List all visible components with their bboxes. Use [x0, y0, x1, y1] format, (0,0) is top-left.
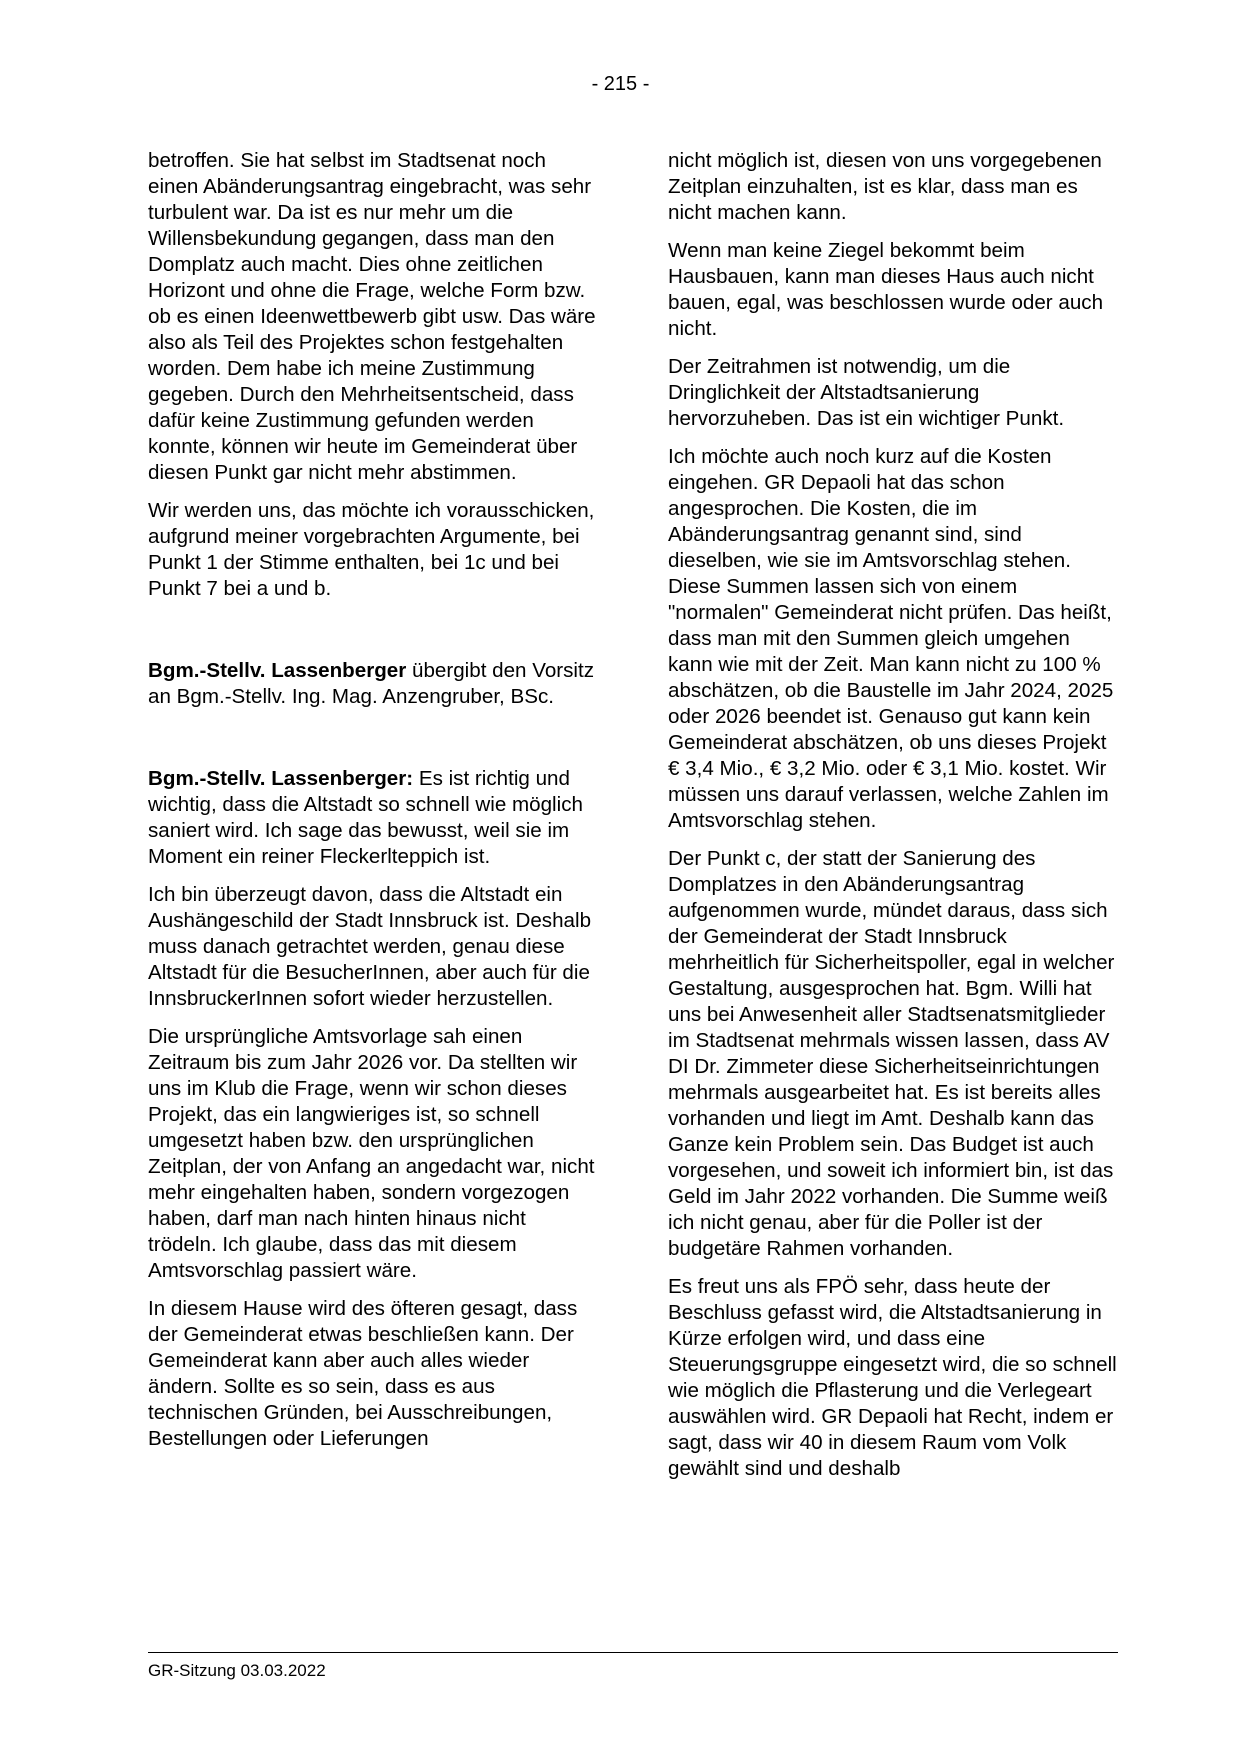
paragraph-text: Es ist richtig und wichtig, dass die Altstadt so schnell wie möglich saniert wird. Ich sage das bewusst, weil sie im Moment ein reiner Fleckerlteppich ist. — [148, 767, 583, 868]
paragraph: Wir werden uns, das möchte ich vorausschicken, aufgrund meiner vorgebrachten Argumente, bei Punkt 1 der Stimme enthalten, bei 1c und bei Punkt 7 bei a und b. — [148, 499, 595, 600]
chair-handover-paragraph — [148, 658, 598, 710]
paragraph: Der Punkt c, der statt der Sanierung des Domplatzes in den Abänderungsantrag aufgenommen wurde, mündet daraus, dass sich der Gemeinderat der Stadt Innsbruck mehrheitlich für Sicherheitspoller, egal in welcher Gestaltung, ausgesprochen hat. Bgm. Willi hat uns bei Anwesenheit aller Stadtsenatsmitglieder im Stadtsenat mehrmals wissen lassen, dass AV DI Dr. Zimmeter diese Sicherheitseinrichtungen mehrmals ausgearbeitet hat. Es ist bereits alles vorhanden und liegt im Amt. Deshalb kann das Ganze kein Problem sein. Das Budget ist auch vorgesehen, und soweit ich informiert bin, ist das Geld im Jahr 2022 vorhanden. Die Summe weiß ich nicht genau, aber für die Poller ist der budgetäre Rahmen vorhanden. — [668, 847, 1115, 1260]
paragraph: Ich bin überzeugt davon, dass die Altstadt ein Aushängeschild der Stadt Innsbruck ist. Deshalb muss danach getrachtet werden, genau diese Altstadt für die BesucherInnen, aber auch für die InnsbruckerInnen sofort wieder herzustellen. — [148, 883, 592, 1010]
paragraph: Der Zeitrahmen ist notwendig, um die Dringlichkeit der Altstadtsanierung hervorzuheben. Das ist ein wichtiger Punkt. — [668, 355, 1065, 430]
paragraph-text: übergibt den Vorsitz an Bgm.-Stellv. Ing. Mag. Anzengruber, BSc. — [148, 659, 595, 708]
paragraph: Es freut uns als FPÖ sehr, dass heute der Beschluss gefasst wird, die Altstadtsanierung in Kürze erfolgen wird, und dass eine Steuerungsgruppe eingesetzt wird, die so schnell wie möglich die Pflasterung und die Verlegeart auswählen wird. GR Depaoli hat Recht, indem er sagt, dass wir 40 in diesem Raum vom Volk gewählt sind und deshalb — [668, 1275, 1117, 1480]
paragraph: Wenn man keine Ziegel bekommt beim Hausbauen, kann man dieses Haus auch nicht bauen, egal, was beschlossen wurde oder auch nicht. — [668, 239, 1104, 340]
footer-session-date: GR-Sitzung 03.03.2022 — [148, 1661, 326, 1680]
speaker-name: Bgm.-Stellv. Lassenberger — [148, 659, 407, 682]
footer-divider — [148, 1652, 1118, 1653]
speech-paragraph — [148, 766, 598, 870]
speaker-name: Bgm.-Stellv. Lassenberger: — [148, 767, 414, 790]
paragraph: In diesem Hause wird des öfteren gesagt, dass der Gemeinderat etwas beschließen kann. Der Gemeinderat kann aber auch alles wieder ändern. Sollte es so sein, dass es aus technischen Gründen, bei Ausschreibungen, Bestellungen oder Lieferungen — [148, 1297, 578, 1450]
paragraph: nicht möglich ist, diesen von uns vorgegebenen Zeitplan einzuhalten, ist es klar, dass man es nicht machen kann. — [668, 149, 1102, 224]
page-number: - 215 - — [591, 73, 650, 95]
paragraph: Ich möchte auch noch kurz auf die Kosten eingehen. GR Depaoli hat das schon angesprochen. Die Kosten, die im Abänderungsantrag genannt sind, sind dieselben, wie sie im Amtsvorschlag stehen. Diese Summen lassen sich von einem "normalen" Gemeinderat nicht prüfen. Das heißt, dass man mit den Summen gleich umgehen kann wie mit der Zeit. Man kann nicht zu 100 % abschätzen, ob die Baustelle im Jahr 2024, 2025 oder 2026 beendet ist. Genauso gut kann kein Gemeinderat abschätzen, ob uns dieses Projekt € 3,4 Mio., € 3,2 Mio. oder € 3,1 Mio. kostet. Wir müssen uns darauf verlassen, welche Zahlen im Amtsvorschlag stehen. — [668, 445, 1114, 832]
left-column — [148, 148, 598, 1464]
paragraph: betroffen. Sie hat selbst im Stadtsenat noch einen Abänderungsantrag eingebracht, was sehr turbulent war. Da ist es nur mehr um die Willensbekundung gegangen, dass man den Domplatz auch macht. Dies ohne zeitlichen Horizont und ohne die Frage, welche Form bzw. ob es einen Ideenwettbewerb gibt usw. Das wäre also als Teil des Projektes schon festgehalten worden. Dem habe ich meine Zustimmung gegeben. Durch den Mehrheitsentscheid, dass dafür keine Zustimmung gefunden werden konnte, können wir heute im Gemeinderat über diesen Punkt gar nicht mehr abstimmen. — [148, 149, 596, 484]
right-column — [668, 148, 1118, 1494]
paragraph: Die ursprüngliche Amtsvorlage sah einen Zeitraum bis zum Jahr 2026 vor. Da stellten wir uns im Klub die Frage, wenn wir schon dieses Projekt, das ein langwieriges ist, so schnell umgesetzt haben bzw. den ursprünglichen Zeitplan, der von Anfang an angedacht war, nicht mehr eingehalten haben, sondern vorgezogen haben, darf man nach hinten hinaus nicht trödeln. Ich glaube, dass das mit diesem Amtsvorschlag passiert wäre. — [148, 1025, 595, 1282]
